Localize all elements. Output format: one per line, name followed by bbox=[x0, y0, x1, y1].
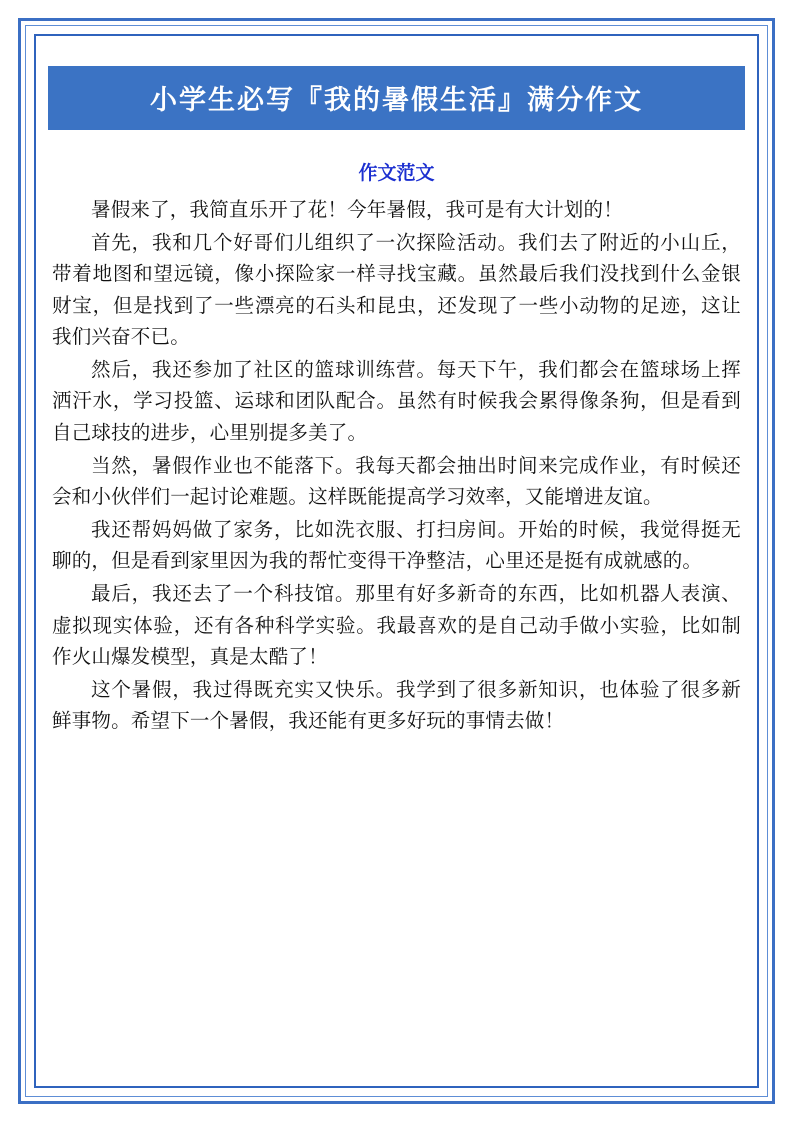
section-subtitle: 作文范文 bbox=[358, 163, 435, 184]
paragraph: 最后，我还去了一个科技馆。那里有好多新奇的东西，比如机器人表演、虚拟现实体验，还有各种科学实验。我最喜欢的是自己动手做小实验，比如制作火山爆发模型，真是太酷了！ bbox=[52, 582, 741, 669]
paragraph: 我还帮妈妈做了家务，比如洗衣服、打扫房间。开始的时候，我觉得挺无聊的，但是看到家里因为我的帮忙变得干净整洁，心里还是挺有成就感的。 bbox=[52, 518, 741, 573]
paragraph: 当然，暑假作业也不能落下。我每天都会抽出时间来完成作业，有时候还会和小伙伴们一起讨论难题。这样既能提高学习效率，又能增进友谊。 bbox=[52, 454, 741, 509]
paragraph: 暑假来了，我简直乐开了花！今年暑假，我可是有大计划的！ bbox=[91, 199, 623, 221]
paragraph: 首先，我和几个好哥们儿组织了一次探险活动。我们去了附近的小山丘，带着地图和望远镜，像小探险家一样寻找宝藏。虽然最后我们没找到什么金银财宝，但是找到了一些漂亮的石头和昆虫，还发现了一些小动物的足迹，这让我们兴奋不已。 bbox=[52, 231, 741, 349]
paragraph: 然后，我还参加了社区的篮球训练营。每天下午，我们都会在篮球场上挥洒汗水，学习投篮、运球和团队配合。虽然有时候我会累得像条狗，但是看到自己球技的进步，心里别提多美了。 bbox=[52, 358, 741, 445]
essay-body bbox=[48, 195, 745, 738]
paragraph: 这个暑假，我过得既充实又快乐。我学到了很多新知识，也体验了很多新鲜事物。希望下一个暑假，我还能有更多好玩的事情去做！ bbox=[52, 678, 741, 733]
page-title: 小学生必写『我的暑假生活』满分作文 bbox=[48, 66, 745, 130]
document-content bbox=[48, 52, 745, 1074]
